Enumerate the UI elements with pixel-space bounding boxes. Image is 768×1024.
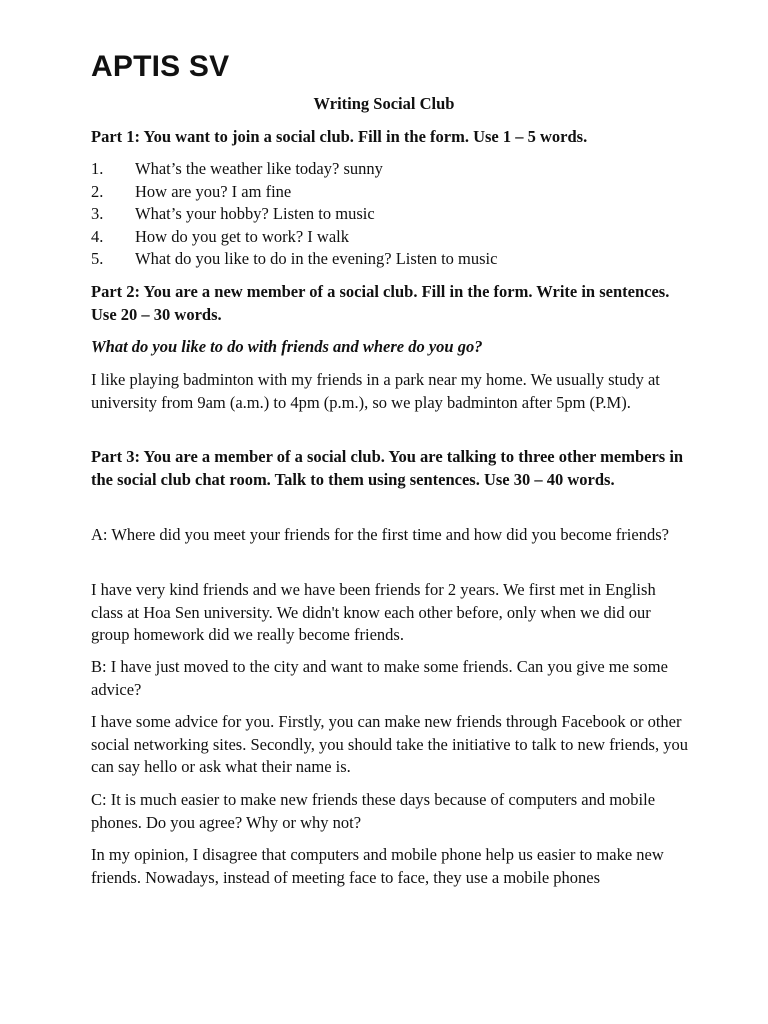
- list-number: 2.: [91, 181, 104, 201]
- list-item: [91, 203, 691, 226]
- list-text: What’s the weather like today? sunny: [135, 159, 383, 178]
- list-text: What do you like to do in the evening? Listen to music: [135, 249, 498, 268]
- document-title: APTIS SV: [91, 50, 230, 83]
- part3-question-b: B: I have just moved to the city and want to make some friends. Can you give me some advice?: [91, 657, 668, 699]
- document-subtitle: Writing Social Club: [313, 94, 455, 113]
- list-number: 5.: [91, 249, 104, 268]
- list-number: 1.: [91, 159, 104, 178]
- list-item: [91, 158, 691, 181]
- list-number: 4.: [91, 226, 104, 246]
- part3-heading: Part 3: You are a member of a social club. You are talking to three other members in the social club chat room. Talk to them using sentences. Use 30 – 40 words.: [91, 447, 684, 489]
- part1-heading: Part 1: You want to join a social club. Fill in the form. Use 1 – 5 words.: [91, 127, 588, 146]
- list-text: How do you get to work? I walk: [135, 226, 350, 246]
- list-text: How are you? I am fine: [135, 181, 292, 201]
- part1-list: [91, 158, 691, 271]
- list-number: 3.: [91, 204, 104, 223]
- part2-answer: I like playing badminton with my friends in a park near my home. We usually study at university from 9am (a.m.) to 4pm (p.m.), so we play badminton after 5pm (P.M).: [91, 370, 660, 412]
- list-item: [91, 181, 691, 204]
- list-text: What’s your hobby? Listen to music: [135, 204, 375, 223]
- part3-question-c: C: It is much easier to make new friends these days because of computers and mobile phones. Do you agree? Why or why not?: [91, 790, 656, 832]
- part3-answer-c: In my opinion, I disagree that computers and mobile phone help us easier to make new friends. Nowadays, instead of meeting face to face, they use a mobile phones: [91, 845, 664, 887]
- part3-answer-b: I have some advice for you. Firstly, you can make new friends through Facebook or other social networking sites. Secondly, you should take the initiative to talk to new friends, you can say hello or ask what their name is.: [91, 712, 688, 776]
- list-item: [91, 226, 691, 249]
- part2-heading: Part 2: You are a new member of a social club. Fill in the form. Write in sentences. Use 20 – 30 words.: [91, 282, 670, 324]
- part3-answer-a: I have very kind friends and we have been friends for 2 years. We first met in English class at Hoa Sen university. We didn't know each other before, only when we did our group homework did we really become friends.: [91, 580, 656, 644]
- part3-question-a: A: Where did you meet your friends for the first time and how did you become friends?: [91, 525, 669, 544]
- part2-question: What do you like to do with friends and where do you go?: [91, 337, 483, 356]
- list-item: [91, 248, 691, 271]
